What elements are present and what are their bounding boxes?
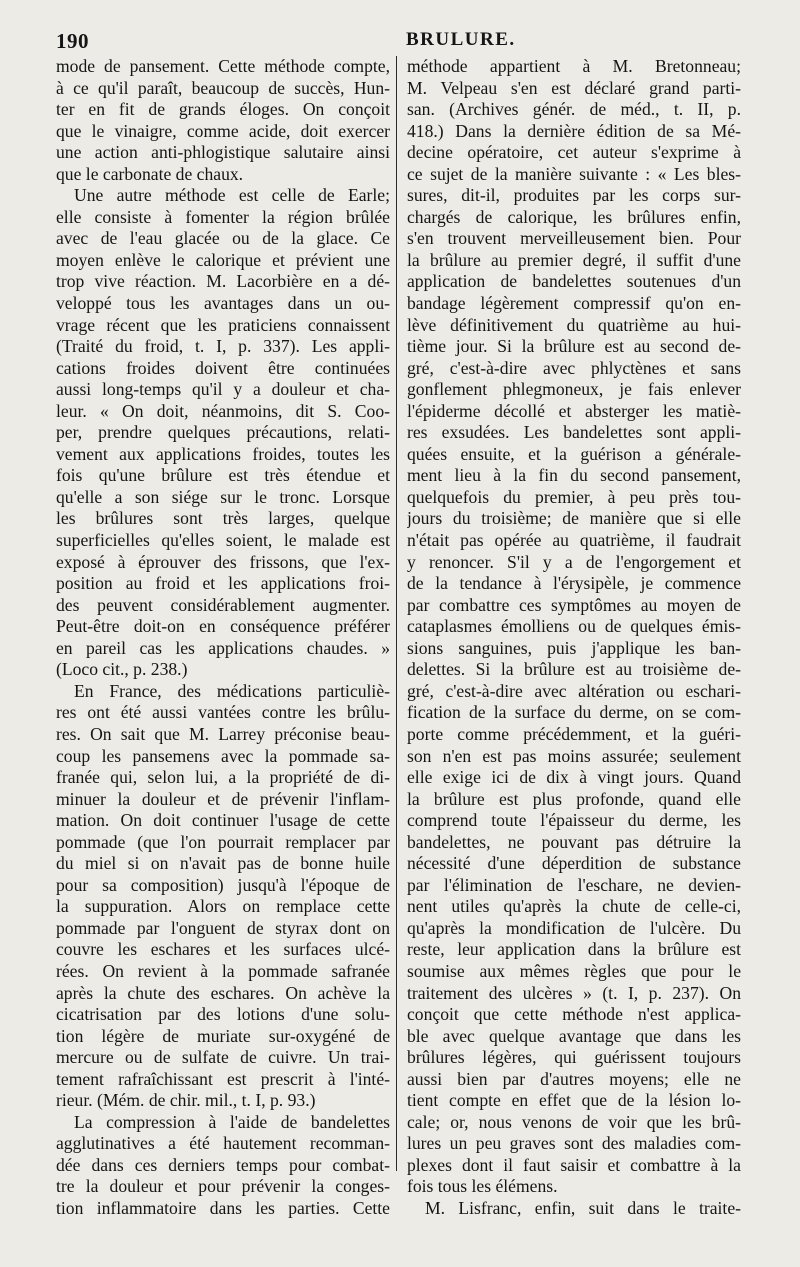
text-line: que le carbonate de chaux. xyxy=(56,163,244,184)
text-line: res. On sait que M. Larrey préconise beau- xyxy=(56,723,390,744)
text-line: minuer la douleur et de prévenir l'inflam- xyxy=(56,788,390,809)
text-line: position au froid et les applications froi- xyxy=(56,573,390,594)
text-line: s'en trouvent merveilleusement bien. Pour xyxy=(407,228,741,249)
text-line: par combattre ces symptômes au moyen de xyxy=(407,594,741,615)
text-line: pour sa composition) jusqu'à l'époque de xyxy=(56,874,390,895)
text-line: l'épiderme décollé et absterger les matiè- xyxy=(407,400,741,421)
text-line: mercure ou de sulfate de cuivre. Un trai- xyxy=(56,1047,390,1068)
text-line: méthode appartient à M. Bretonneau; xyxy=(407,56,741,76)
text-line: mation. On doit continuer l'usage de cette xyxy=(56,810,390,831)
text-line: cicatrisation par des lotions d'une solu- xyxy=(56,1004,390,1025)
text-line: plexes dont il faut saisir et combattre à la xyxy=(407,1154,741,1175)
page-number: 190 xyxy=(56,29,89,53)
text-line: une action anti-phlogistique salutaire ainsi xyxy=(56,142,390,163)
text-line: cataplasmes émolliens ou de quelques émis- xyxy=(407,616,741,637)
text-line: qu'elle a son siége sur le tronc. Lorsque xyxy=(56,486,390,507)
text-line: superficielles qu'elles soient, le malade est xyxy=(56,530,390,551)
text-line: vement aux applications froides, toutes les xyxy=(56,443,390,464)
text-line: reste, leur application dans la brûlure est xyxy=(407,939,741,960)
running-head: BRULURE. xyxy=(406,29,516,50)
text-column-right xyxy=(407,56,741,1220)
text-line: quées ensuite, et la guérison a générale- xyxy=(407,443,741,464)
text-line: en pareil cas les applications chaudes. » xyxy=(56,637,390,658)
text-line: tion légère de muriate sur-oxygéné de xyxy=(56,1025,390,1046)
text-line: Une autre méthode est celle de Earle; xyxy=(74,185,390,206)
text-line: (Traité du froid, t. I, p. 337). Les appli- xyxy=(56,336,390,357)
text-line: res ont été aussi vantées contre les brûlu- xyxy=(56,702,390,723)
text-line: porte comme précédemment, et la guéri- xyxy=(407,723,741,744)
text-line: de la tendance à l'érysipèle, je commence xyxy=(407,573,741,594)
column-divider xyxy=(396,56,397,1171)
text-line: fication de la surface du derme, on se com- xyxy=(407,702,741,723)
text-column-left xyxy=(56,56,390,1220)
text-line: dée dans ces derniers temps pour combat- xyxy=(56,1154,390,1175)
text-line: tement rafraîchissant est prescrit à l'inté- xyxy=(56,1068,390,1089)
text-line: vrage récent que les praticiens connaissent xyxy=(56,314,390,335)
text-line: soumise aux mêmes règles que pour le xyxy=(407,960,741,981)
text-line: aussi long-temps qu'il y a douleur et cha- xyxy=(56,379,390,400)
text-line: pommade (que l'on pourrait remplacer par xyxy=(56,831,390,852)
text-line: Peut-être doit-on en conséquence préférer xyxy=(56,616,390,637)
text-line: res exsudées. Les bandelettes sont appli- xyxy=(407,422,741,443)
text-line: avec de l'eau glacée ou de la glace. Ce xyxy=(56,228,390,249)
text-line: delettes. Si la brûlure est au troisième de- xyxy=(407,659,741,680)
text-line: chargés de calorique, les brûlures enfin, xyxy=(407,206,741,227)
text-line: y renoncer. S'il y a de l'engorgement et xyxy=(407,551,741,572)
text-line: 418.) Dans la dernière édition de sa Mé- xyxy=(407,120,741,141)
text-line: tre la douleur et pour prévenir la conges- xyxy=(56,1176,390,1197)
text-line: des peuvent considérablement augmenter. xyxy=(56,594,390,615)
text-line: application de bandelettes soutenues d'un xyxy=(407,271,741,292)
text-line: tième jour. Si la brûlure est au second de- xyxy=(407,336,741,357)
text-line: ment lieu à la fin du second pansement, xyxy=(407,465,741,486)
text-line: M. Lisfranc, enfin, suit dans le traite- xyxy=(425,1197,741,1218)
text-line: lures un peu graves sont des maladies com- xyxy=(407,1133,741,1154)
text-line: En France, des médications particuliè- xyxy=(74,680,390,701)
text-line: sions sanguines, puis j'applique les ban- xyxy=(407,637,741,658)
text-line: comprend toute l'épaisseur du derme, les xyxy=(407,810,741,831)
text-line: lève définitivement du quatrième au hui- xyxy=(407,314,741,335)
text-line: franée qui, selon lui, a la propriété de di- xyxy=(56,767,390,788)
text-line: son n'en est pas moins assurée; seulement xyxy=(407,745,741,766)
text-line: M. Velpeau s'en est déclaré grand parti- xyxy=(407,77,741,98)
text-line: decine opératoire, cet auteur s'exprime à xyxy=(407,142,741,163)
text-line: après la chute des eschares. On achève la xyxy=(56,982,390,1003)
text-line: cations froides doivent être continuées xyxy=(56,357,390,378)
text-line: gonflement phlegmoneux, je fais enlever xyxy=(407,379,741,400)
text-line: (Loco cit., p. 238.) xyxy=(56,659,188,680)
text-line: la brûlure au premier degré, il suffit d'une xyxy=(407,249,741,270)
text-line: fois qu'une brûlure est très étendue et xyxy=(56,465,390,486)
text-line: par l'élimination de l'eschare, ne devien- xyxy=(407,874,741,895)
text-line: gré, c'est-à-dire avec phlyctènes et sans xyxy=(407,357,741,378)
text-line: elle exige ici de dix à vingt jours. Quand xyxy=(407,767,741,788)
text-line: La compression à l'aide de bandelettes xyxy=(74,1111,390,1132)
text-line: tion inflammatoire dans les parties. Cette xyxy=(56,1197,390,1218)
text-line: trop vive réaction. M. Lacorbière en a dé- xyxy=(56,271,390,292)
text-line: qu'après la mondification de l'ulcère. Du xyxy=(407,917,741,938)
text-line: la brûlure est plus profonde, quand elle xyxy=(407,788,741,809)
text-line: du miel si on n'avait pas de bonne huile xyxy=(56,853,390,874)
text-line: n'était pas opérée au quatrième, il faudrait xyxy=(407,530,741,551)
text-line: veloppé tous les avantages dans un ou- xyxy=(56,293,390,314)
text-line: nent utiles qu'après la chute de celle-ci, xyxy=(407,896,741,917)
text-line: brûlures légères, qui guérissent toujours xyxy=(407,1047,741,1068)
text-line: fois tous les élémens. xyxy=(407,1176,558,1197)
text-line: la suppuration. Alors on remplace cette xyxy=(56,896,390,917)
text-line: couvre les eschares et les surfaces ulcé- xyxy=(56,939,390,960)
text-line: rées. On revient à la pommade safranée xyxy=(56,960,390,981)
text-line: cale; or, nous venons de voir que les brû- xyxy=(407,1111,741,1132)
text-line: agglutinatives a été hautement recomman- xyxy=(56,1133,390,1154)
text-line: nécessité d'une déperdition de substance xyxy=(407,853,741,874)
text-line: sures, dit-il, produites par les corps sur- xyxy=(407,185,741,206)
text-line: rieur. (Mém. de chir. mil., t. I, p. 93.) xyxy=(56,1090,316,1111)
text-line: que le vinaigre, comme acide, doit exercer xyxy=(56,120,390,141)
text-line: jours du troisième; de manière que si elle xyxy=(407,508,741,529)
text-line: quelquefois du premier, à peu près tou- xyxy=(407,486,741,507)
text-line: san. (Archives génér. de méd., t. II, p. xyxy=(407,99,741,120)
text-line: ter en fit de grands éloges. On conçoit xyxy=(56,99,390,120)
text-line: bandage légèrement compressif qu'on en- xyxy=(407,293,741,314)
text-line: bandelettes, ne pouvant pas détruire la xyxy=(407,831,741,852)
text-line: mode de pansement. Cette méthode compte, xyxy=(56,56,390,76)
text-line: tient compte en effet que de la lésion lo- xyxy=(407,1090,741,1111)
text-line: ble avec quelque avantage que dans les xyxy=(407,1025,741,1046)
text-line: coup les pansemens avec la pommade sa- xyxy=(56,745,390,766)
text-line: gré, c'est-à-dire avec altération ou eschari- xyxy=(407,680,741,701)
text-line: moyen enlève le calorique et prévient une xyxy=(56,249,390,270)
text-line: aussi bien par d'autres moyens; elle ne xyxy=(407,1068,741,1089)
text-line: ce sujet de la manière suivante : « Les bles- xyxy=(407,163,741,184)
text-line: leur. « On doit, néanmoins, dit S. Coo- xyxy=(56,400,390,421)
text-line: conçoit que cette méthode n'est applica- xyxy=(407,1004,741,1025)
text-line: pommade par l'onguent de styrax dont on xyxy=(56,917,390,938)
page-header xyxy=(56,29,746,55)
text-line: traitement des ulcères » (t. I, p. 237). On xyxy=(407,982,741,1003)
text-line: les brûlures sont très larges, quelque xyxy=(56,508,390,529)
text-line: elle consiste à fomenter la région brûlée xyxy=(56,206,390,227)
text-line: exposé à éprouver des frissons, que l'ex- xyxy=(56,551,390,572)
text-line: à ce qu'il paraît, beaucoup de succès, Hun- xyxy=(56,77,390,98)
text-line: per, prendre quelques précautions, relati- xyxy=(56,422,390,443)
